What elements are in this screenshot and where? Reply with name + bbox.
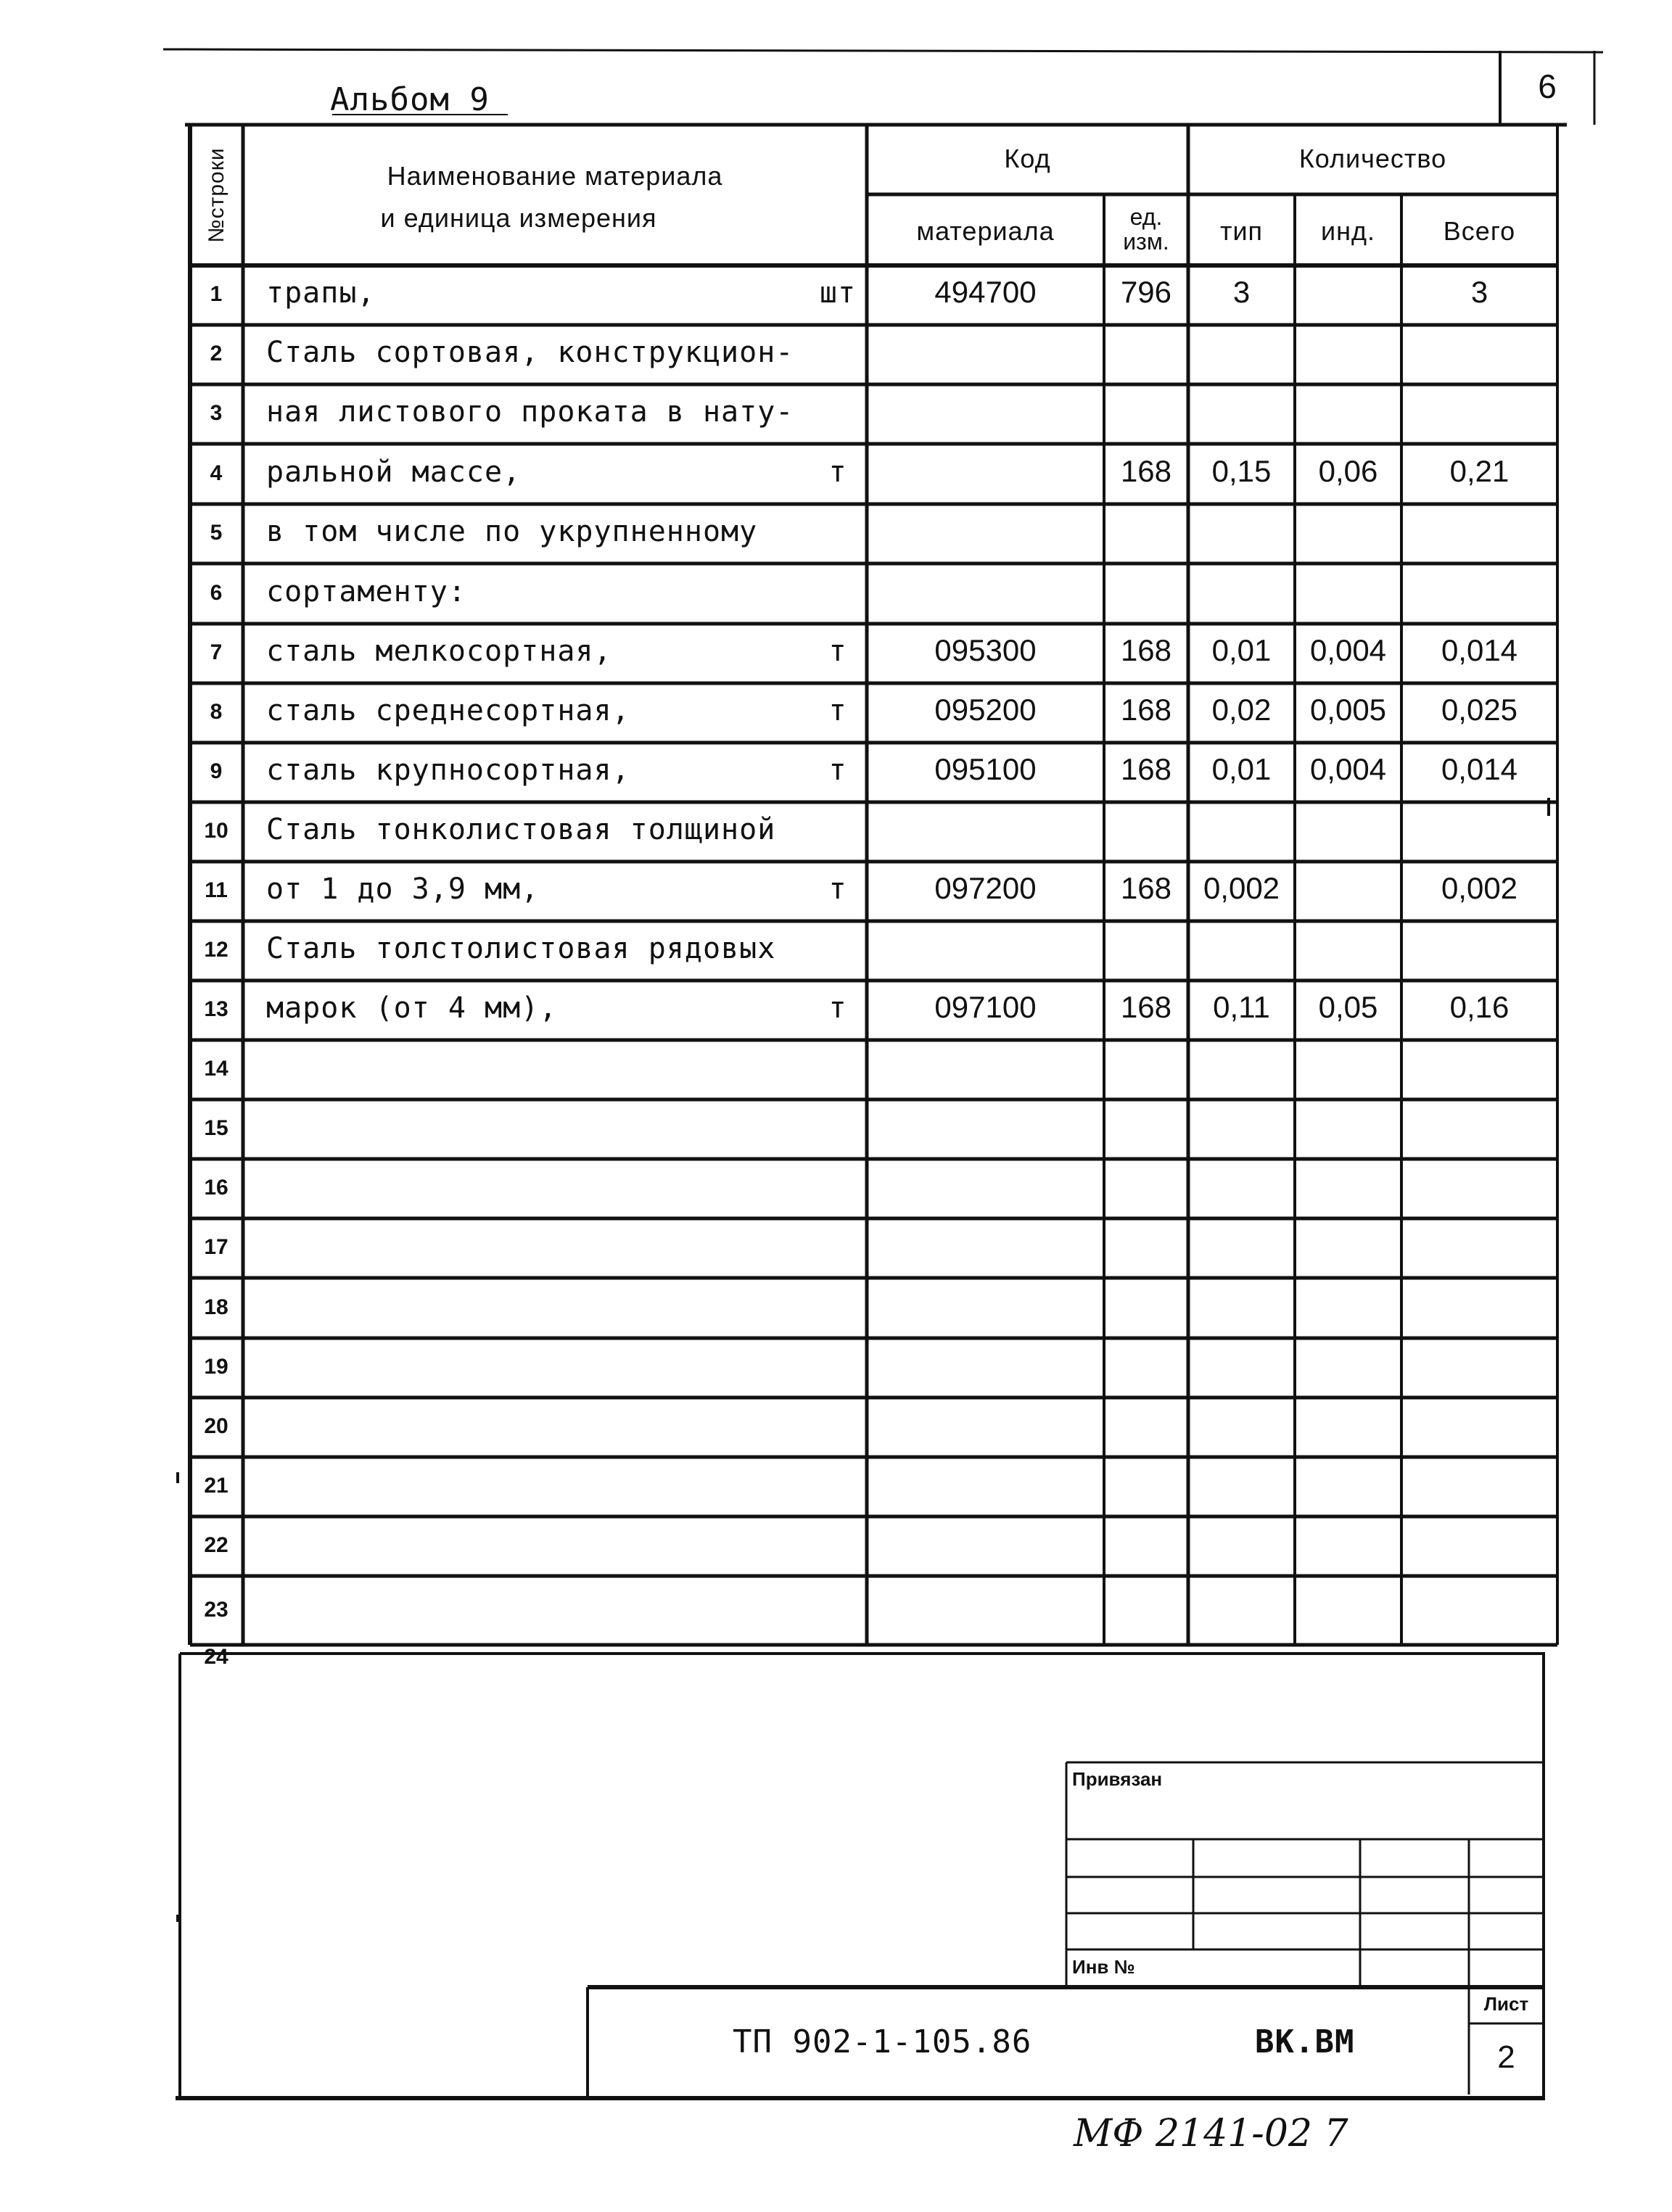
material-name-cell: трапы, bbox=[266, 276, 376, 310]
unit-code-cell: 168 bbox=[1120, 693, 1172, 727]
material-name-cell: ральной массе, bbox=[266, 455, 522, 489]
unit-code-cell: 168 bbox=[1120, 990, 1172, 1024]
material-name-cell: от 1 до 3,9 мм, bbox=[266, 872, 540, 906]
row-number: 1 bbox=[210, 282, 223, 306]
table-row bbox=[190, 1516, 1557, 1576]
type-quantity-cell: 3 bbox=[1232, 275, 1251, 309]
material-name-cell: Сталь сортовая, конструкцион- bbox=[266, 336, 794, 369]
material-name-cell: ная листового проката в нату- bbox=[266, 395, 794, 429]
material-name-cell: сталь крупносортная, bbox=[266, 754, 630, 787]
material-name-cell: Сталь тонколистовая толщиной bbox=[266, 813, 776, 846]
type-header: тип bbox=[1219, 216, 1264, 246]
handwritten-inventory-note: МФ 2141-02 7 bbox=[1074, 2112, 1348, 2155]
material-name-cell: сталь среднесортная, bbox=[266, 694, 630, 727]
table-row bbox=[190, 325, 1557, 384]
table-row bbox=[190, 743, 1557, 802]
total-quantity-cell: 0,014 bbox=[1441, 752, 1518, 786]
row-number: 12 bbox=[204, 938, 228, 962]
table-row bbox=[190, 444, 1557, 504]
total-header: Всего bbox=[1443, 216, 1516, 246]
total-quantity-cell: 0,002 bbox=[1441, 871, 1518, 905]
name-header-line1: Наименование материала bbox=[387, 161, 723, 191]
linked-label: Привязан bbox=[1072, 1768, 1163, 1790]
row-number: 21 bbox=[204, 1474, 228, 1498]
material-code-cell: 095100 bbox=[934, 752, 1037, 786]
row-number: 15 bbox=[204, 1116, 228, 1140]
row-number: 3 bbox=[210, 401, 223, 425]
unit-code-cell: 168 bbox=[1120, 633, 1172, 667]
row-number: 16 bbox=[204, 1176, 228, 1200]
table-row bbox=[190, 624, 1557, 683]
row-number: 5 bbox=[210, 521, 223, 545]
table-row bbox=[190, 265, 1557, 325]
unit-cell: т bbox=[828, 872, 847, 906]
table-row bbox=[190, 1576, 1557, 1645]
material-code-cell: 095300 bbox=[934, 633, 1037, 667]
table-row bbox=[190, 384, 1557, 444]
total-quantity-cell: 0,16 bbox=[1449, 990, 1510, 1024]
table-row bbox=[190, 1338, 1557, 1398]
material-name-cell: марок (от 4 мм), bbox=[266, 991, 558, 1025]
table-row bbox=[190, 1457, 1557, 1516]
unit-code-cell: 168 bbox=[1120, 454, 1172, 488]
unit-cell: т bbox=[828, 455, 847, 489]
album-label: Альбом 9 bbox=[330, 81, 490, 118]
row-number: 6 bbox=[210, 581, 223, 605]
material-code-cell: 097100 bbox=[934, 990, 1037, 1024]
row-number: 4 bbox=[210, 461, 223, 485]
document-code: ТП 902-1-105.86 bbox=[733, 2023, 1032, 2060]
row-number: 20 bbox=[204, 1414, 228, 1438]
table-row bbox=[190, 981, 1557, 1040]
row-number: 8 bbox=[210, 700, 223, 724]
table-row bbox=[190, 1099, 1557, 1159]
total-quantity-cell: 0,21 bbox=[1449, 454, 1510, 488]
type-quantity-cell: 0,15 bbox=[1211, 454, 1272, 488]
individual-quantity-cell: 0,004 bbox=[1309, 752, 1387, 786]
unit-code-cell: 168 bbox=[1120, 752, 1172, 786]
type-quantity-cell: 0,01 bbox=[1211, 633, 1272, 667]
unit-code-cell: 796 bbox=[1120, 275, 1172, 309]
type-quantity-cell: 0,02 bbox=[1211, 693, 1272, 727]
material-name-cell: в том числе по укрупненному bbox=[266, 515, 758, 548]
unit-cell: т bbox=[828, 635, 847, 668]
table-row bbox=[190, 921, 1557, 981]
unit-cell: т bbox=[828, 991, 847, 1025]
table-row bbox=[190, 1040, 1557, 1099]
unit-code-cell: 168 bbox=[1120, 871, 1172, 905]
material-code-cell: 494700 bbox=[934, 275, 1037, 309]
sheet-number: 2 bbox=[1497, 2039, 1515, 2075]
individual-quantity-cell: 0,004 bbox=[1309, 633, 1387, 667]
row-number: 7 bbox=[210, 640, 223, 664]
sheet-label: Лист bbox=[1483, 1993, 1529, 2015]
table-row bbox=[190, 564, 1557, 624]
table-row bbox=[190, 504, 1557, 564]
page-number: 6 bbox=[1538, 67, 1557, 105]
quantity-header: Количество bbox=[1298, 144, 1447, 173]
row-number: 17 bbox=[204, 1235, 228, 1259]
table-row bbox=[190, 1218, 1557, 1278]
row-number: 24 bbox=[204, 1645, 228, 1669]
row-number: 23 bbox=[204, 1598, 228, 1622]
row-number-header: №строки bbox=[204, 147, 228, 243]
unit-cell: т bbox=[828, 694, 847, 727]
row-number: 9 bbox=[210, 759, 223, 783]
total-quantity-cell: 0,014 bbox=[1441, 633, 1518, 667]
row-number: 18 bbox=[204, 1295, 228, 1319]
unit-cell: т bbox=[828, 754, 847, 787]
type-quantity-cell: 0,11 bbox=[1213, 990, 1270, 1024]
unit-header: ед. изм. bbox=[1123, 204, 1169, 255]
row-number: 10 bbox=[204, 819, 228, 843]
row-number: 13 bbox=[204, 997, 228, 1021]
individual-quantity-cell: 0,05 bbox=[1318, 990, 1378, 1024]
row-number: 2 bbox=[210, 342, 223, 366]
material-name-cell: сталь мелкосортная, bbox=[266, 635, 612, 668]
table-row bbox=[190, 862, 1557, 921]
material-header: материала bbox=[916, 216, 1055, 246]
name-header-line2: и единица измерения bbox=[380, 203, 657, 233]
material-code-cell: 095200 bbox=[934, 693, 1037, 727]
code-header: Код bbox=[1004, 144, 1051, 173]
type-quantity-cell: 0,01 bbox=[1211, 752, 1272, 786]
material-name-cell: сортаменту: bbox=[266, 575, 466, 608]
row-number: 19 bbox=[204, 1355, 228, 1379]
material-code-cell: 097200 bbox=[934, 871, 1037, 905]
table-row bbox=[190, 683, 1557, 743]
unit-cell: шт bbox=[819, 276, 857, 310]
table-row bbox=[190, 1159, 1557, 1218]
ind-header: инд. bbox=[1321, 216, 1375, 246]
individual-quantity-cell: 0,005 bbox=[1309, 693, 1387, 727]
section-code: ВК.ВМ bbox=[1255, 2023, 1355, 2060]
individual-quantity-cell: 0,06 bbox=[1318, 454, 1378, 488]
row-number: 14 bbox=[204, 1057, 228, 1081]
total-quantity-cell: 0,025 bbox=[1441, 693, 1518, 727]
total-quantity-cell: 3 bbox=[1470, 275, 1488, 309]
row-number: 11 bbox=[205, 878, 228, 902]
type-quantity-cell: 0,002 bbox=[1203, 871, 1280, 905]
material-name-cell: Сталь толстолистовая рядовых bbox=[266, 932, 776, 965]
table-row bbox=[190, 1398, 1557, 1457]
table-row bbox=[190, 1278, 1557, 1338]
table-row bbox=[190, 802, 1557, 862]
inventory-label: Инв № bbox=[1072, 1956, 1135, 1978]
row-number: 22 bbox=[204, 1533, 228, 1557]
